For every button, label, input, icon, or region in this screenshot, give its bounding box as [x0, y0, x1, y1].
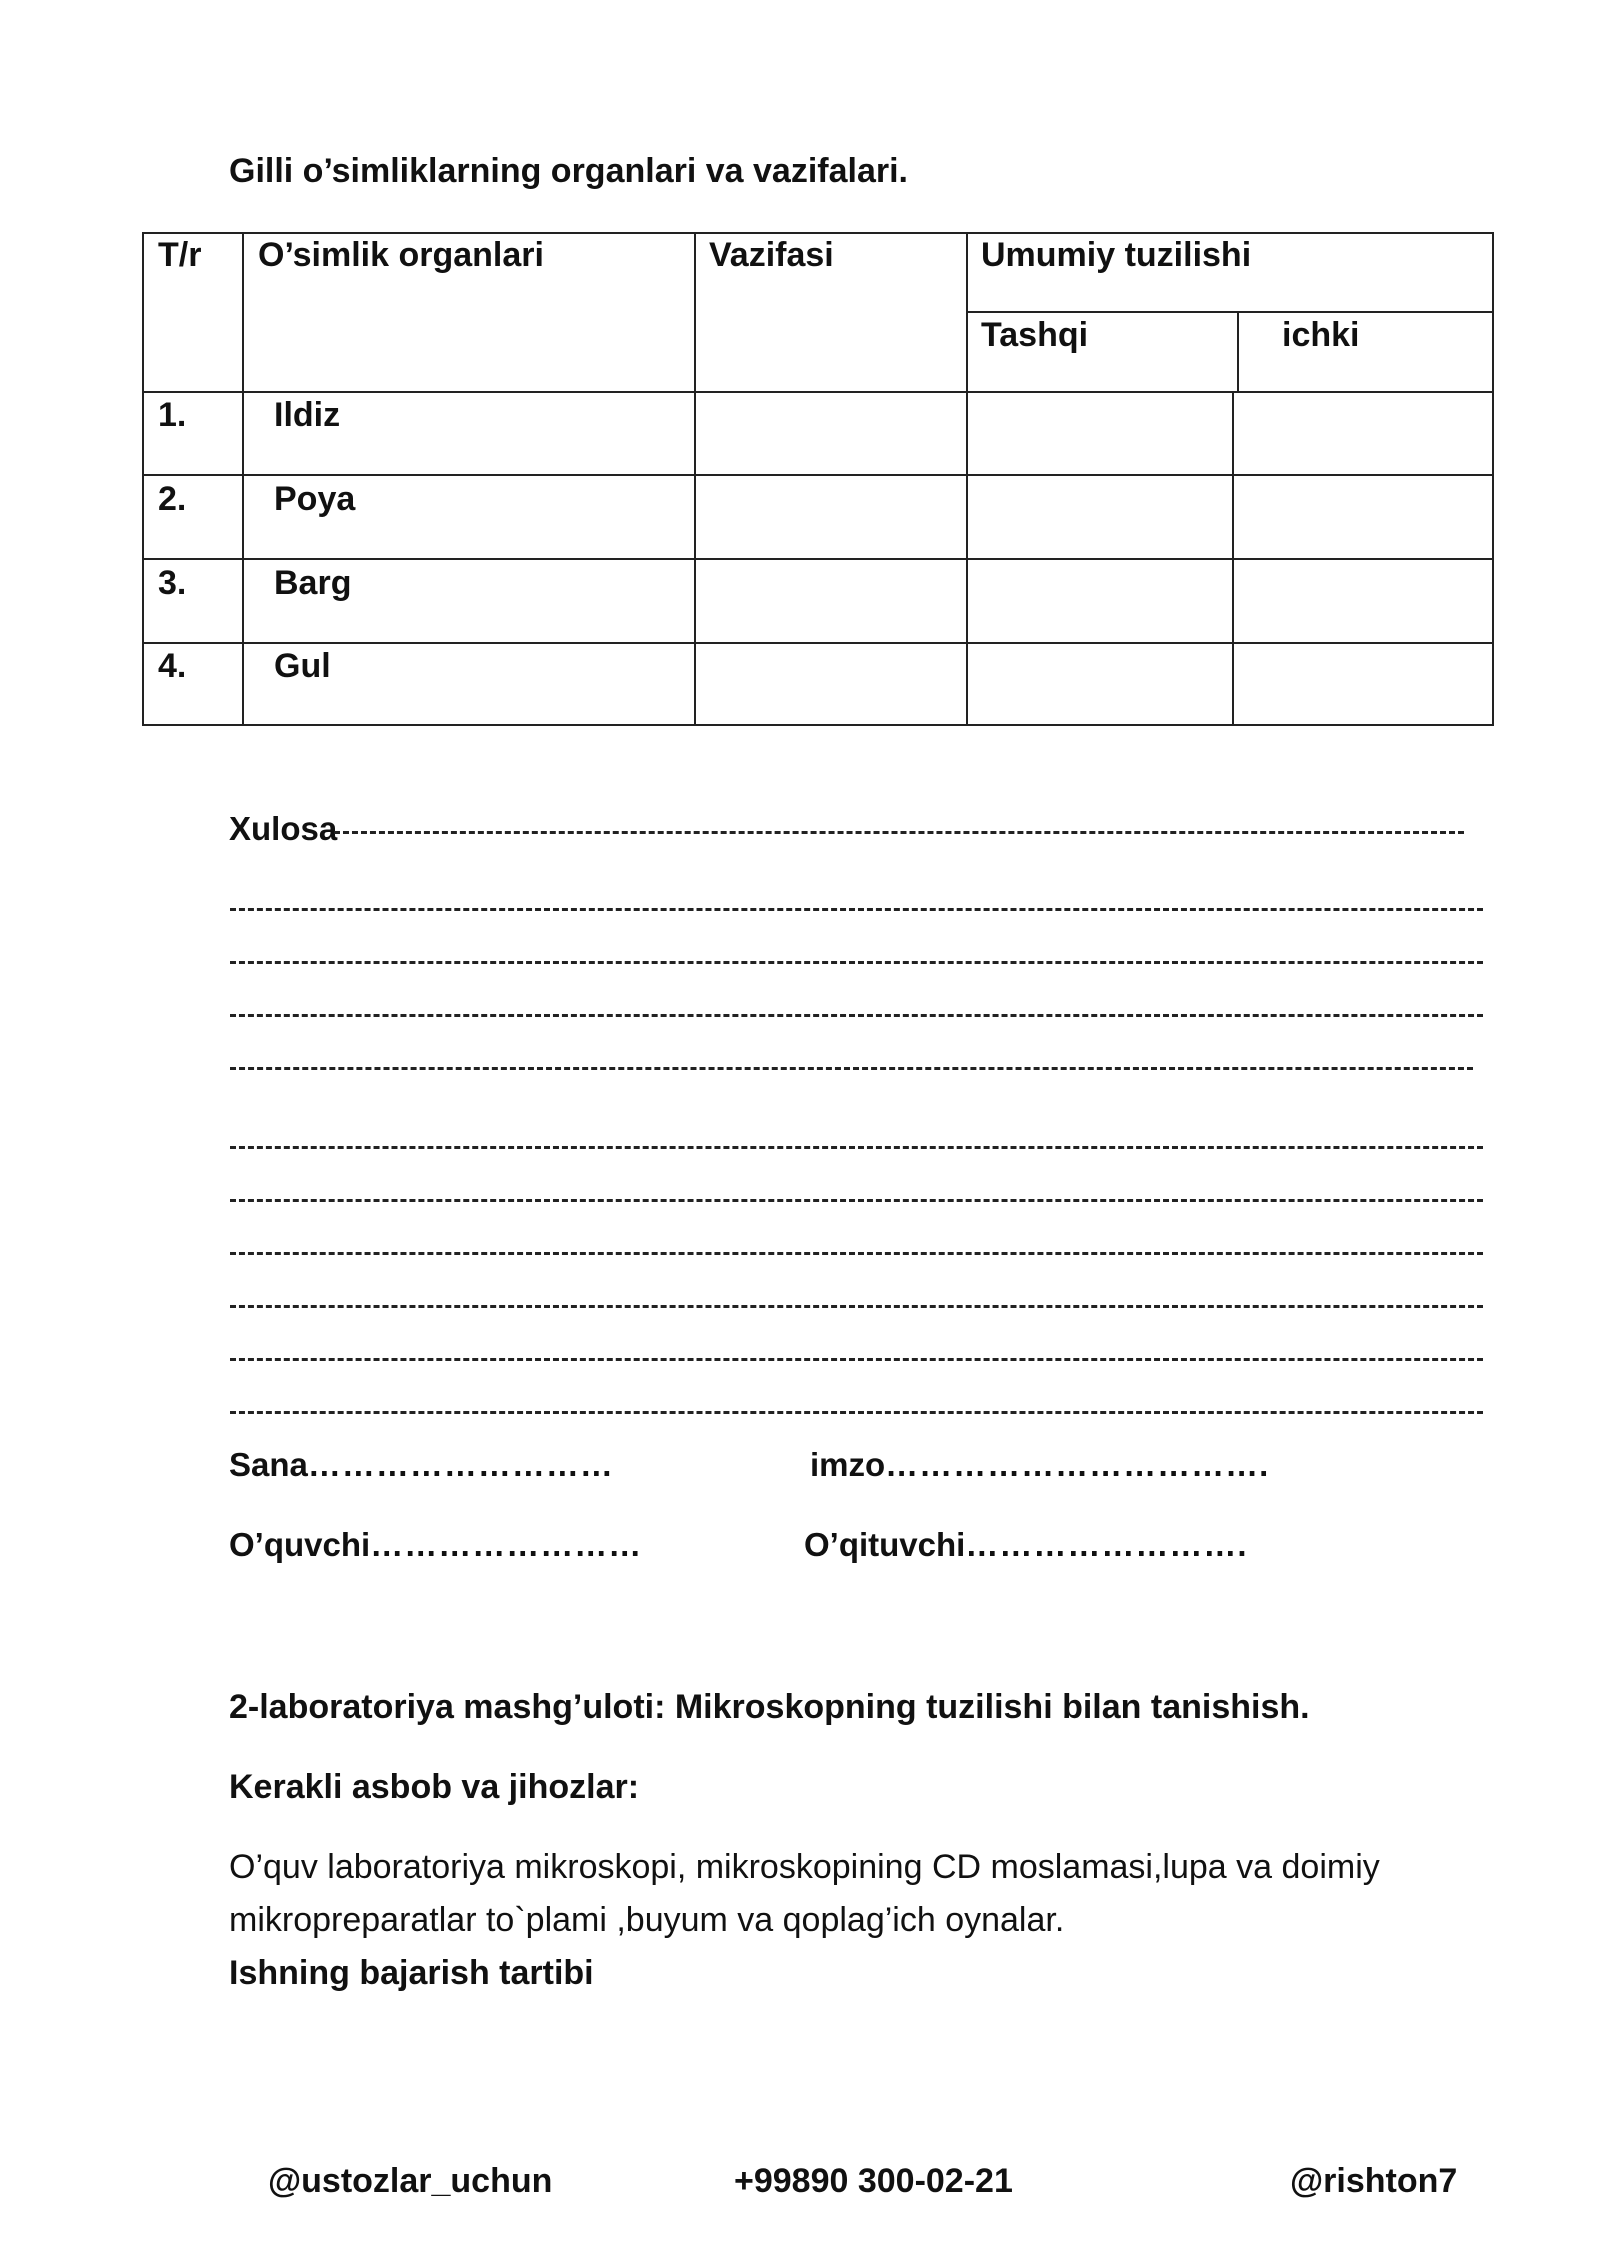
table-row-divider — [142, 558, 1494, 560]
header-organ: O’simlik organlari — [258, 236, 544, 274]
footer-telegram-handle: @ustozlar_uchun — [268, 2162, 553, 2200]
header-external: Tashqi — [981, 316, 1089, 354]
procedure-heading: Ishning bajarish tartibi — [229, 1954, 594, 1992]
signature-label: imzo — [810, 1446, 886, 1483]
conclusion-line — [230, 1305, 1483, 1308]
date-dots: ……………………… — [307, 1446, 614, 1483]
table-border-bottom — [142, 724, 1494, 726]
header-structure: Umumiy tuzilishi — [981, 236, 1252, 274]
conclusion-line — [230, 1199, 1483, 1202]
footer-channel-handle: @rishton7 — [1290, 2162, 1458, 2200]
worksheet-title: Gilli o’simliklarning organlari va vazifalari. — [229, 152, 908, 190]
conclusion-line — [230, 1067, 1473, 1070]
conclusion-line — [230, 1358, 1483, 1361]
student-label: O’quvchi — [229, 1526, 371, 1563]
equipment-heading: Kerakli asbob va jihozlar: — [229, 1768, 640, 1806]
equipment-text: O’quv laboratoriya mikroskopi, mikroskopining CD moslamasi,lupa va doimiy — [229, 1848, 1380, 1886]
header-function: Vazifasi — [709, 236, 834, 274]
row-number: 4. — [158, 647, 187, 685]
teacher-field — [804, 1526, 1248, 1564]
teacher-label: O’qituvchi — [804, 1526, 966, 1563]
row-organ: Ildiz — [274, 396, 341, 434]
table-header-bottom — [142, 391, 1494, 393]
row-organ: Gul — [274, 647, 331, 685]
conclusion-line — [334, 831, 1464, 834]
row-number: 2. — [158, 480, 187, 518]
table-row-divider — [142, 474, 1494, 476]
table-row-divider — [142, 642, 1494, 644]
row-number: 1. — [158, 396, 187, 434]
table-subheader-divider — [966, 311, 1494, 313]
table-col-divider — [1237, 311, 1239, 393]
conclusion-line — [230, 1014, 1483, 1017]
student-field — [229, 1526, 642, 1564]
conclusion-label: Xulosa — [229, 810, 338, 847]
table-col-divider — [242, 232, 244, 726]
student-dots: …………………… — [370, 1526, 643, 1563]
date-field — [229, 1446, 614, 1484]
row-organ: Barg — [274, 564, 352, 602]
table-border-right — [1492, 232, 1494, 726]
conclusion-line — [230, 1252, 1483, 1255]
table-col-divider — [1232, 391, 1234, 726]
table-col-divider — [966, 232, 968, 726]
table-border-left — [142, 232, 144, 726]
signature-field — [810, 1446, 1269, 1484]
row-organ: Poya — [274, 480, 356, 518]
conclusion-line — [230, 961, 1483, 964]
conclusion-line — [230, 1411, 1483, 1414]
header-number: T/r — [158, 236, 202, 274]
conclusion-line — [230, 908, 1483, 911]
date-label: Sana — [229, 1446, 308, 1483]
footer-phone-number: +99890 300-02-21 — [734, 2162, 1013, 2200]
signature-dots: ……………………………. — [885, 1446, 1270, 1483]
row-number: 3. — [158, 564, 187, 602]
table-col-divider — [694, 232, 696, 726]
table-border-top — [142, 232, 1494, 234]
equipment-text: mikropreparatlar to`plami ,buyum va qoplag’ich oynalar. — [229, 1901, 1065, 1939]
conclusion-line — [230, 1146, 1483, 1149]
header-internal: ichki — [1282, 316, 1360, 354]
lab-title: 2-laboratoriya mashg’uloti: Mikroskopning tuzilishi bilan tanishish. — [229, 1688, 1310, 1726]
teacher-dots: ……………………. — [965, 1526, 1248, 1563]
